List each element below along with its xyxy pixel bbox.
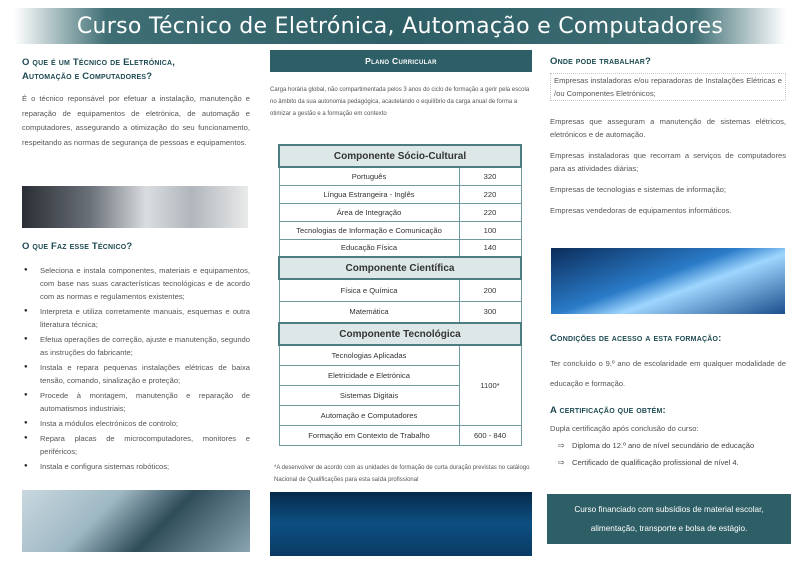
where-item: Empresas instaladoras e/ou reparadoras de Instalações Elétricas e /ou Componentes Eletrónicos; bbox=[550, 73, 786, 101]
section-header: Componente Tecnológica bbox=[279, 323, 521, 345]
cert-list bbox=[550, 437, 786, 471]
access-title: Condições de acesso a esta formação: bbox=[550, 333, 722, 344]
list-item: ● Seleciona e instala componentes, materiais e equipamentos, com base nas suas características tecnológicas e de acordo com as normas e regulamentos existentes; bbox=[22, 264, 250, 303]
cert-item-text: Certificado de qualificação profissional de nível 4. bbox=[572, 457, 739, 467]
curriculum-footnote: *A desenvolver de acordo com as unidades de formação de curta duração previstas no catálogo Nacional de Qualificações para esta saída profissional bbox=[274, 465, 530, 483]
where-item: Empresas vendedoras de equipamentos informáticos. bbox=[550, 206, 732, 215]
list-item bbox=[558, 454, 786, 471]
subject-cell: Língua Estrangeira - Inglês bbox=[279, 185, 459, 203]
list-item: ● Instala e configura sistemas robóticos; bbox=[22, 460, 250, 473]
hours-cell: 140 bbox=[459, 239, 521, 257]
access-section bbox=[550, 332, 786, 394]
hours-cell: 200 bbox=[459, 279, 521, 301]
list-item bbox=[558, 437, 786, 454]
access-text: Ter concluído o 9.º ano de escolaridade em qualquer modalidade de educação e formação. bbox=[550, 359, 786, 388]
arrow-right-icon: ⇨ bbox=[558, 457, 565, 467]
where-item: Empresas instaladoras que recorram a serviços de computadores para as atividades diárias; bbox=[550, 151, 786, 173]
cert-intro: Dupla certificação após conclusão do curso: bbox=[550, 424, 699, 433]
subject-cell: Automação e Computadores bbox=[279, 405, 459, 425]
section-header: Componente Científica bbox=[279, 257, 521, 279]
where-item: Empresas de tecnologias e sistemas de informação; bbox=[550, 185, 727, 194]
what-does-section bbox=[22, 240, 250, 475]
what-does-list bbox=[22, 264, 250, 473]
lab-students-photo bbox=[22, 186, 248, 228]
hours-cell: 100 bbox=[459, 221, 521, 239]
list-item: ● Instala e repara pequenas instalações elétricas de baixa tensão, comando, sinalização e proteção; bbox=[22, 361, 250, 387]
table-row bbox=[279, 345, 521, 365]
subject-cell: Área de Integração bbox=[279, 203, 459, 221]
subject-cell: Educação Física bbox=[279, 239, 459, 257]
subject-cell: Física e Química bbox=[279, 279, 459, 301]
table-row bbox=[279, 203, 521, 221]
what-is-title-line1: O que é um Técnico de Eletrónica, bbox=[22, 57, 176, 68]
curriculum-intro: Carga horária global, não compartimentada pelos 3 anos do ciclo de formação a gerir pela escola no âmbito da sua autonomia pedagógica, acautelando o equilíbrio da carga anual de forma a otimizar a gestão e a formação em contexto bbox=[270, 87, 530, 117]
hours-cell: 600 - 840 bbox=[459, 425, 521, 445]
subject-cell: Eletricidade e Eletrónica bbox=[279, 365, 459, 385]
table-row bbox=[279, 185, 521, 203]
column-left bbox=[22, 50, 250, 150]
cert-title: A certificação que obtém: bbox=[550, 405, 666, 416]
funding-box bbox=[547, 494, 791, 544]
list-item: ● Interpreta e utiliza corretamente manuais, esquemas e outra literatura técnica; bbox=[22, 305, 250, 331]
cert-section bbox=[550, 404, 786, 471]
list-item: ● Insta a módulos electrónicos de controlo; bbox=[22, 417, 250, 430]
hours-cell: 220 bbox=[459, 185, 521, 203]
section-header: Componente Sócio-Cultural bbox=[279, 145, 521, 167]
table-row bbox=[279, 279, 521, 301]
keyboard-photo bbox=[551, 248, 785, 314]
hours-cell: 300 bbox=[459, 301, 521, 323]
circuit-board-photo bbox=[270, 492, 532, 556]
what-is-title bbox=[22, 56, 250, 84]
where-item: Empresas que asseguram a manutenção de sistemas elétricos, eletrónicos e de automação. bbox=[550, 117, 786, 139]
list-item: ● Repara placas de microcomputadores, monitores e periféricos; bbox=[22, 432, 250, 458]
title-banner bbox=[14, 8, 786, 44]
table-row bbox=[279, 425, 521, 445]
hours-cell: 220 bbox=[459, 203, 521, 221]
table-row bbox=[279, 239, 521, 257]
hours-cell: 1100* bbox=[459, 345, 521, 425]
column-middle bbox=[270, 50, 532, 120]
curriculum-table bbox=[278, 144, 522, 446]
what-is-text: É o técnico reponsável por efetuar a instalação, manutenção e reparação de equipamentos de eletrónica, de automação e computadores, assegurando a otimização do seu funcionamento, respeitando as normas de segurança de pessoas e equipamentos. bbox=[22, 94, 250, 147]
table-row bbox=[279, 301, 521, 323]
cert-item-text: Diploma do 12.º ano de nível secundário de educação bbox=[572, 440, 755, 450]
curriculum-header: Plano Curricular bbox=[270, 50, 532, 72]
list-item: ● Efetua operações de correção, ajuste e manutenção, segundo as instruções do fabricante; bbox=[22, 333, 250, 359]
subject-cell: Tecnologias de Informação e Comunicação bbox=[279, 221, 459, 239]
subject-cell: Sistemas Digitais bbox=[279, 385, 459, 405]
subject-cell: Português bbox=[279, 167, 459, 185]
hours-cell: 320 bbox=[459, 167, 521, 185]
subject-cell: Matemática bbox=[279, 301, 459, 323]
table-row bbox=[279, 167, 521, 185]
where-title: Onde pode trabalhar? bbox=[550, 56, 652, 67]
table-row bbox=[279, 221, 521, 239]
funding-text: Curso financiado com subsídios de material escolar, alimentação, transporte e bolsa de estágio. bbox=[574, 505, 764, 533]
subject-cell: Tecnologias Aplicadas bbox=[279, 345, 459, 365]
what-is-title-line2: Automação e Computadores? bbox=[22, 71, 153, 82]
pcb-hands-photo bbox=[22, 490, 250, 552]
what-does-title: O que Faz esse Técnico? bbox=[22, 241, 133, 252]
arrow-right-icon: ⇨ bbox=[558, 440, 565, 450]
page-title: Curso Técnico de Eletrónica, Automação e Computadores bbox=[76, 13, 724, 39]
list-item: ● Procede à montagem, manutenção e reparação de automatismos industriais; bbox=[22, 389, 250, 415]
subject-cell: Formação em Contexto de Trabalho bbox=[279, 425, 459, 445]
column-right bbox=[550, 50, 786, 225]
